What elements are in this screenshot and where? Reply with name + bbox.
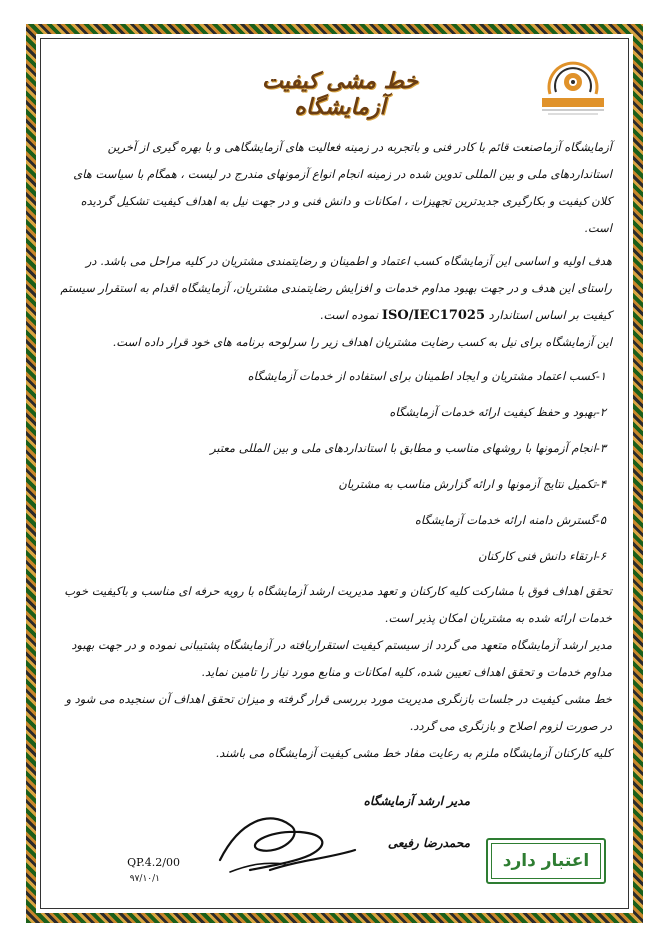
list-item: ۶-ارتقاء دانش فنی کارکنان (478, 549, 606, 563)
intro-paragraph: آزمایشگاه آزماصنعت قائم با کادر فنی و باتجربه در زمینه فعالیت های آزمایشگاهی و با بهره گیری از آخرین استانداردهای ملی و بین المللی تدوین شده در زمینه انجام انواع آزمونهای مندرج در لیست ، همگام با سیاست های کلان کیفیت و بکارگیری جدیدترین تجهیزات ، امکانات و دانش فنی و در جهت نیل به اهداف کیفیت تشکیل گردیده است. (73, 140, 612, 235)
stamp-text: اعتبار دارد (491, 843, 601, 879)
objectives-intro: این آزمایشگاه برای نیل به کسب رضایت مشتریان اهداف زیر را سرلوحه برنامه های خود قرار داده است. (112, 335, 612, 349)
goal-text: هدف اولیه و اساسی این آزمایشگاه کسب اعتماد و اطمینان و رضایتمندی مشتریان در کلیه مراحل می باشد. در راستای این هدف و در جهت بهبود مداوم خدمات و افزایش رضایتمندی مشتریان، آزمایشگاه اقدام به استقرار سیستم کیفیت بر اساس استاندارد (60, 254, 612, 322)
goal-paragraph (60, 248, 612, 329)
page-title: خط مشی کیفیت آزمایشگاه (261, 68, 419, 120)
list-item: ۲-بهبود و حفظ کیفیت ارائه خدمات آزمایشگاه (389, 405, 606, 419)
list-item: ۱-کسب اعتماد مشتریان و ایجاد اطمینان برای استفاده از خدمات آزمایشگاه (247, 369, 606, 383)
staff-paragraph: کلیه کارکنان آزمایشگاه ملزم به رعایت مفاد خط مشی کیفیت آزمایشگاه می باشند. (215, 746, 612, 760)
management-paragraph: مدیر ارشد آزمایشگاه متعهد می گردد از سیستم کیفیت استقراریافته در آزمایشگاه پشتیبانی نموده و در جهت بهبود مداوم خدمات و تحقق اهداف تعیین شده، کلیه امکانات و منابع مورد نیاز را تامین نماید. (71, 638, 612, 679)
standard-code: ISO/IEC17025 (381, 308, 486, 323)
logo-emblem-icon (536, 54, 610, 126)
list-item: ۴-تکمیل نتایج آزمونها و ارائه گزارش مناسب به مشتریان (338, 477, 606, 491)
signer-title: مدیر ارشد آزمایشگاه (363, 794, 470, 808)
document-code: QP.4.2/00 (127, 856, 180, 869)
review-paragraph: خط مشی کیفیت در جلسات بازنگری مدیریت مورد بررسی قرار گرفته و میزان تحقق اهداف آن سنجیده می شود و در صورت لزوم اصلاح و بازنگری می گردد. (65, 692, 612, 733)
handwritten-signature (210, 800, 360, 880)
list-item: ۵-گسترش دامنه ارائه خدمات آزمایشگاه (414, 513, 606, 527)
policy-body (60, 134, 612, 767)
list-item: ۳-انجام آزمونها با روشهای مناسب و مطابق با استانداردهای ملی و بین المللی معتبر (210, 441, 606, 455)
document-date: ۹۷/۱۰/۱ (129, 874, 160, 884)
goal-text-end: نموده است. (319, 308, 379, 322)
objectives-list (60, 358, 612, 574)
validity-stamp (486, 838, 606, 884)
signer-name: محمدرضا رفیعی (387, 836, 470, 850)
commitment-paragraph: تحقق اهداف فوق با مشارکت کلیه کارکنان و تعهد مدیریت ارشد آزمایشگاه با رویه حرفه ای مناسب و باکیفیت خوب خدمات ارائه شده به مشتریان امکان پذیر است. (64, 584, 612, 625)
company-logo (536, 54, 610, 126)
